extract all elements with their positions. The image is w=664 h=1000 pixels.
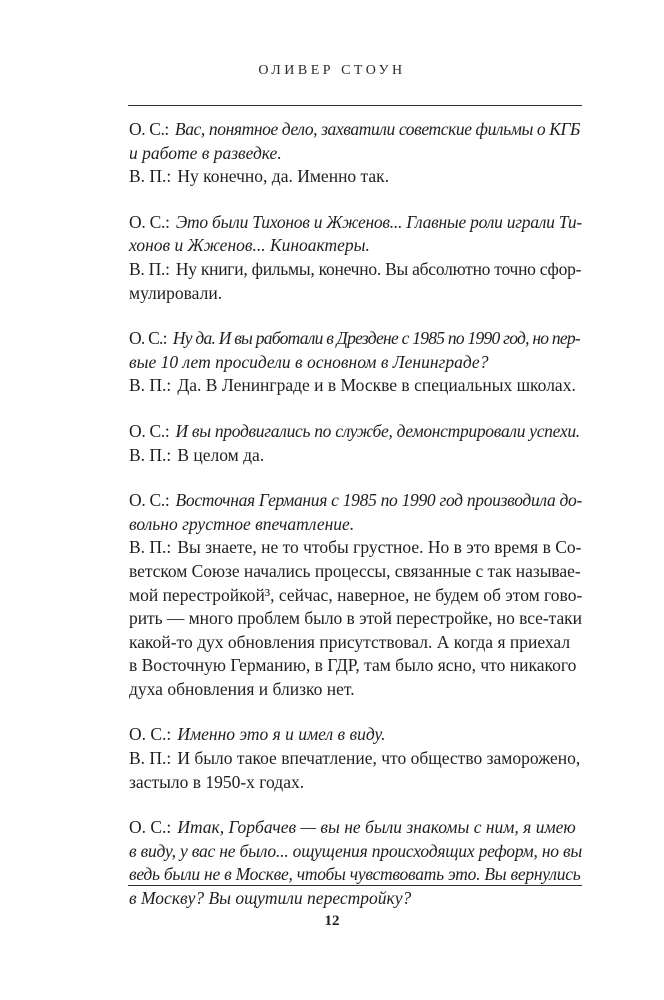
question-speaker: О. С.: [129,119,169,139]
answer-line [129,165,581,189]
answer-line [129,374,581,398]
page-body [129,118,581,911]
answer-line: рить — много проблем было в этой перестройке, но все-таки [129,608,582,629]
question-line [129,816,581,840]
question-text: Именно это я и имел в виду. [177,724,386,745]
question-line: вольно грустное впечатление. [129,513,355,534]
answer-speaker: В. П.: [129,166,172,187]
question-text: Итак, Горбачев — вы не были знакомы с ним, я имею [177,817,576,838]
answer-line: мой перестройкой³, сейчас, наверное, не будем об этом гово- [129,584,583,605]
answer-text: И было такое впечатление, что общество заморожено, [177,748,581,769]
question-line [129,211,581,235]
answer-text: Вы знаете, не то чтобы грустное. Но в это время в Со- [177,537,582,558]
exchange [129,816,581,910]
answer-speaker: В. П.: [129,258,170,279]
question-speaker: О. С.: [129,817,172,838]
question-text: Восточная Германия с 1985 по 1990 год производила до- [175,490,583,511]
question-line [129,489,581,513]
exchange [129,118,581,189]
top-rule [128,105,582,106]
answer-line [129,444,581,468]
answer-text: Ну книги, фильмы, конечно. Вы абсолютно точно сфор- [175,258,582,279]
running-header: ОЛИВЕР СТОУН [258,63,406,78]
answer-line: какой-то дух обновления присутствовал. А когда я приехал [129,631,571,652]
question-speaker: О. С.: [129,490,170,511]
answer-line [129,747,581,771]
exchange [129,723,581,794]
question-speaker: О. С.: [129,211,170,232]
answer-line: мулировали. [129,282,223,303]
question-speaker: О. С.: [129,328,167,349]
question-line: хонов и Жженов... Киноактеры. [129,235,370,256]
answer-line: застыло в 1950-х годах. [129,771,305,792]
question-text: Ну да. И вы работали в Дрездене с 1985 по 1990 год, но пер- [172,328,580,349]
bottom-rule [128,885,582,886]
question-line: и работе в разведке. [129,142,282,163]
page-number: 12 [324,913,340,929]
question-line: ведь были не в Москве, чтобы чувствовать это. Вы вернулись [129,864,581,885]
answer-text: Да. В Ленинграде и в Москве в специальных школах. [177,375,576,396]
question-line: вые 10 лет просидели в основном в Ленинграде? [129,351,489,372]
question-line [129,723,581,747]
exchange [129,211,581,305]
question-line [129,327,581,351]
exchange [129,489,581,701]
answer-line: духа обновления и близко нет. [129,678,355,699]
exchange [129,327,581,398]
question-line: в виду, у вас не было... ощущения происходящих реформ, но вы [129,840,583,861]
answer-line: в Восточную Германию, в ГДР, там было ясно, что никакого [129,655,577,676]
question-text: И вы продвигались по службе, демонстрировали успехи. [175,420,580,441]
answer-text: Ну конечно, да. Именно так. [177,166,390,187]
question-speaker: О. С.: [129,724,172,745]
answer-text: В целом да. [177,444,265,465]
question-line [129,420,581,444]
question-text: Вас, понятное дело, захватили советские фильмы о КГБ [174,119,580,139]
question-speaker: О. С.: [129,420,170,441]
question-line [129,118,581,142]
answer-speaker: В. П.: [129,375,172,396]
answer-speaker: В. П.: [129,748,172,769]
answer-line [129,258,581,282]
answer-line [129,536,581,560]
exchange [129,420,581,467]
answer-line: ветском Союзе начались процессы, связанные с так называе- [129,560,581,581]
answer-speaker: В. П.: [129,444,172,465]
question-line: в Москву? Вы ощутили перестройку? [129,888,412,909]
question-text: Это были Тихонов и Жженов... Главные роли играли Ти- [175,211,582,232]
answer-speaker: В. П.: [129,537,172,558]
